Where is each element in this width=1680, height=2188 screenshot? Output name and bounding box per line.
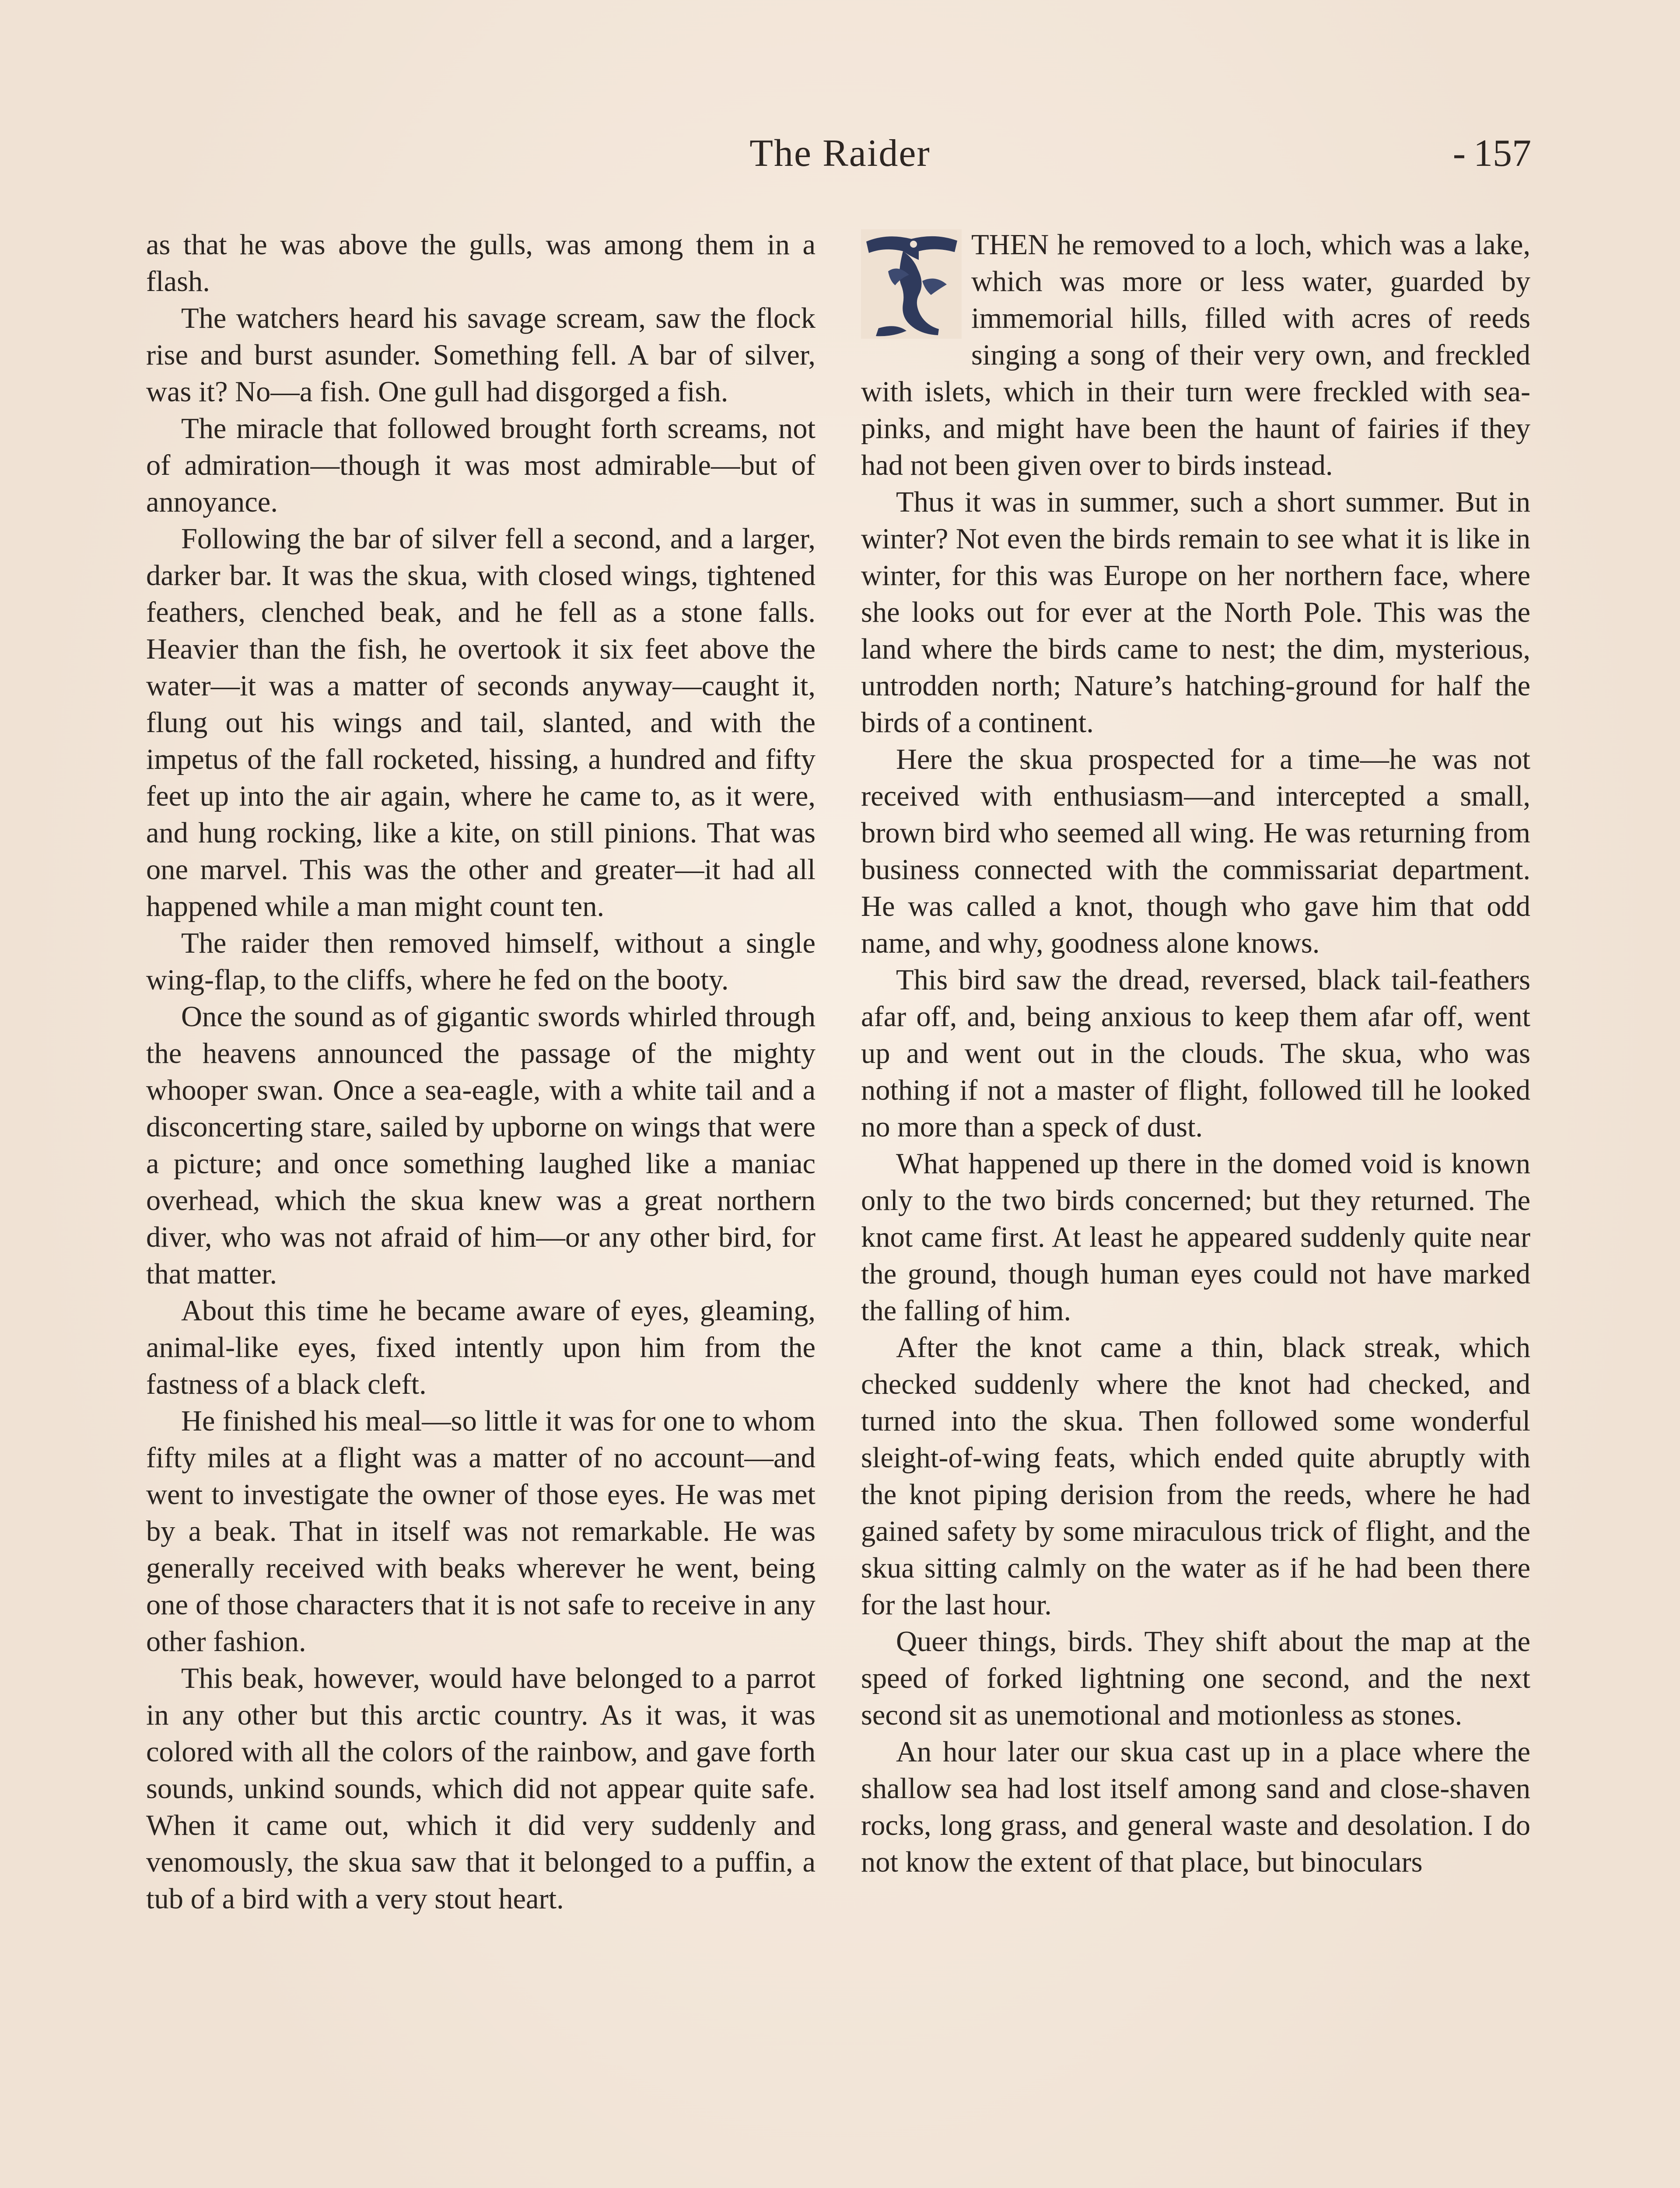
paragraph: The miracle that followed brought forth screams, not of admiration—though it was most admirable—but of annoyance. (146, 413, 816, 518)
right-column (861, 227, 1530, 1881)
opening-paragraph: THEN he removed to a loch, which was a lake, which was more or less water, guarded by immemorial hills, filled with acres of reeds singing a song of their very own, and freckled with islets, which in their turn were freckled with sea-pinks, and might have been the haunt of fairies if they had not been given over to birds instead. (861, 229, 1530, 481)
left-column (146, 227, 816, 1918)
page-number-block (1444, 131, 1531, 175)
folio-dash: - (1452, 132, 1466, 175)
page-number: 157 (1474, 132, 1531, 175)
paragraph: Following the bar of silver fell a second, and a larger, darker bar. It was the skua, with closed wings, tightened feathers, clenched beak, and he fell as a stone falls. Heavier than the fish, he overtook it six feet above the water—it was a matter of seconds anyway—caught it, flung out his wings and tail, slanted, and with the impetus of the fall rocketed, hissing, a hundred and fifty feet up into the air again, where he came to, as it were, and hung rocking, like a kite, on still pinions. That was one marvel. This was the other and greater—it had all happened while a man might count ten. (146, 523, 816, 922)
paragraph: He finished his meal—so little it was for one to whom fifty miles at a flight was a matter of no account—and went to investigate the owner of those eyes. He was met by a beak. That in itself was not remarkable. He was generally received with beaks wherever he went, being one of those characters that it is not safe to receive in any other fashion. (146, 1405, 816, 1658)
paragraph: This beak, however, would have belonged to a parrot in any other but this arctic country. As it was, it was colored with all the colors of the rainbow, and gave forth sounds, unkind sounds, which did not appear quite safe. When it came out, which it did very suddenly and venomously, the skua saw that it belonged to a puffin, a tub of a bird with a very stout heart. (146, 1662, 816, 1915)
decorative-drop-cap-t-icon (861, 229, 962, 339)
paragraph: Queer things, birds. They shift about the map at the speed of forked lightning one second, and the next second sit as unemotional and motionless as stones. (861, 1626, 1530, 1731)
paragraph: as that he was above the gulls, was among them in a flash. (146, 229, 816, 298)
paragraph: Thus it was in summer, such a short summer. But in winter? Not even the birds remain to see what it is like in winter, for this was Europe on her northern face, where she looks out for ever at the North Pole. This was the land where the birds came to nest; the dim, mysterious, untrodden north; Nature’s hatching-ground for half the birds of a continent. (861, 486, 1530, 739)
paragraph: After the knot came a thin, black streak, which checked suddenly where the knot had checked, and turned into the skua. Then followed some wonderful sleight-of-wing feats, which ended quite abruptly with the knot piping derision from the reeds, where he had gained safety by some miraculous trick of flight, and the skua sitting calmly on the water as if he had been there for the last hour. (861, 1332, 1530, 1621)
paragraph: About this time he became aware of eyes, gleaming, animal-like eyes, fixed intently upon him from the fastness of a black cleft. (146, 1295, 816, 1400)
paragraph: The watchers heard his savage scream, saw the flock rise and burst asunder. Something fell. A bar of silver, was it? No—a fish. One gull had disgorged a fish. (146, 302, 816, 408)
paragraph: What happened up there in the domed void is known only to the two birds concerned; but they returned. The knot came first. At least he appeared suddenly quite near the ground, though human eyes could not have marked the falling of him. (861, 1148, 1530, 1327)
paragraph: The raider then removed himself, without a single wing-flap, to the cliffs, where he fed on the booty. (146, 927, 816, 996)
running-title: The Raider (749, 132, 931, 175)
paragraph: An hour later our skua cast up in a place where the shallow sea had lost itself among sand and close-shaven rocks, long grass, and general waste and desolation. I do not know the extent of that place, but binoculars (861, 1736, 1530, 1878)
paragraph: Once the sound as of gigantic swords whirled through the heavens announced the passage of the mighty whooper swan. Once a sea-eagle, with a white tail and a disconcerting stare, sailed by upborne on wings that were a picture; and once something laughed like a maniac overhead, which the skua knew was a great northern diver, who was not afraid of him—or any other bird, for that matter. (146, 1001, 816, 1290)
paragraph: This bird saw the dread, reversed, black tail-feathers afar off, and, being anxious to keep them afar off, went up and went out in the clouds. The skua, who was nothing if not a master of flight, followed till he looked no more than a speck of dust. (861, 964, 1530, 1143)
paragraph: Here the skua prospected for a time—he was not received with enthusiasm—and intercepted a small, brown bird who seemed all wing. He was returning from business connected with the commissariat department. He was called a knot, though who gave him that odd name, and why, goodness alone knows. (861, 743, 1530, 959)
